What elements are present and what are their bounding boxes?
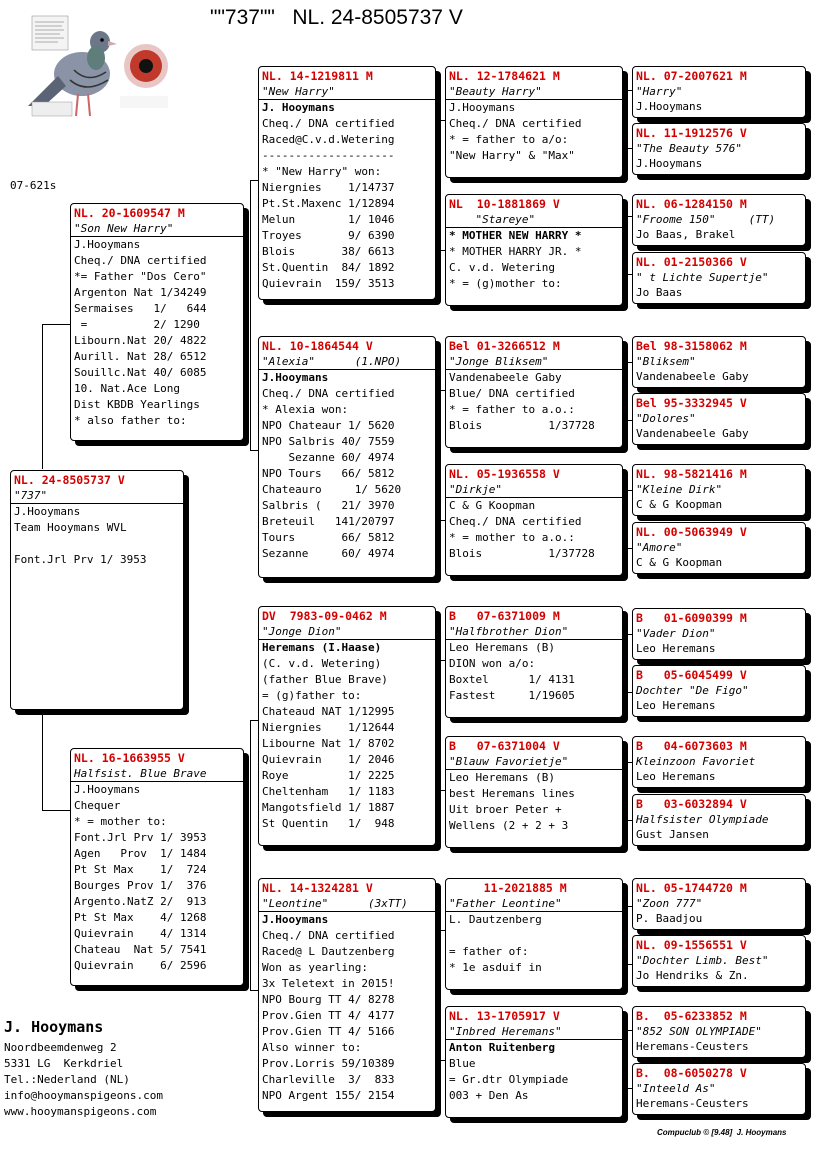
pigeon-name: "Dirkje": [446, 482, 622, 498]
pigeon-name: "Bliksem": [636, 355, 696, 368]
detail-line: Quievrain 159/ 3513: [262, 277, 395, 290]
ring-number: NL. 10-1864544 V: [262, 339, 373, 353]
detail-line: Chateauro 1/ 5620: [262, 483, 402, 496]
pigeon-name: "Leontine" (3xTT): [259, 896, 435, 912]
detail-line: Blue: [449, 1057, 476, 1070]
pedigree-box-gen4-8: [632, 522, 806, 574]
detail-line: Argenton Nat 1/34249: [74, 286, 207, 299]
detail-line: Boxtel 1/ 4131: [449, 673, 575, 686]
detail-line: * MOTHER HARRY JR. *: [449, 245, 582, 258]
detail-line: C & G Koopman: [449, 499, 536, 512]
breeder-name: Leo Heremans: [636, 770, 716, 783]
pigeon-name: "Harry": [636, 85, 683, 98]
page-title: ""737"" NL. 24-8505737 V: [210, 6, 463, 29]
breeder-name: J.Hooymans: [636, 157, 703, 170]
detail-line: Sezanne 60/ 4974: [262, 547, 395, 560]
pigeon-name: "Dolores": [636, 412, 696, 425]
ring-number: NL. 01-2150366 V: [636, 255, 747, 269]
ring-number: B 03-6032894 V: [636, 797, 747, 811]
pedigree-box-gen4-12: [632, 794, 806, 846]
detail-line: Prov.Gien TT 4/ 5166: [262, 1025, 395, 1038]
detail-line: * 1e asduif in: [449, 961, 542, 974]
breeder-name: Leo Heremans: [636, 642, 716, 655]
ring-number: NL. 20-1609547 M: [74, 206, 185, 220]
ring-number: B 04-6073603 M: [636, 739, 747, 753]
pedigree-box-gen4-10: [632, 665, 806, 717]
detail-line: Chateau Nat 5/ 7541: [74, 943, 207, 956]
detail-line: 10. Nat.Ace Long: [74, 382, 180, 395]
pigeon-name: "New Harry": [259, 84, 435, 100]
ring-number: NL. 05-1936558 V: [449, 467, 560, 481]
ring-number: NL. 07-2007621 M: [636, 69, 747, 83]
detail-line: Libourn.Nat 20/ 4822: [74, 334, 207, 347]
ring-number: NL. 00-5063949 V: [636, 525, 747, 539]
pigeon-name: Dochter "De Figo": [636, 684, 749, 697]
ring-number: NL. 11-1912576 V: [636, 126, 747, 140]
detail-line: NPO Argent 155/ 2154: [262, 1089, 395, 1102]
detail-line: Souillc.Nat 40/ 6085: [74, 366, 207, 379]
detail-line: Chateaud NAT 1/12995: [262, 705, 395, 718]
detail-line: Won as yearling:: [262, 961, 368, 974]
detail-line: J.Hooymans: [14, 505, 81, 518]
pedigree-box-gen3-7: [445, 878, 623, 990]
pedigree-box-gen4-15: [632, 1006, 806, 1058]
detail-line: [446, 928, 622, 944]
pigeon-name: "Dochter Limb. Best": [636, 954, 769, 967]
ring-number: NL. 24-8505737 V: [14, 473, 125, 487]
detail-line: J.Hooymans: [74, 238, 141, 251]
detail-line: NPO Chateaur 1/ 5620: [262, 419, 395, 432]
pedigree-box-gen3-6: [445, 736, 623, 848]
ring-number: Bel 98-3158062 M: [636, 339, 747, 353]
detail-line: Pt St Max 1/ 724: [74, 863, 207, 876]
ring-number: DV 7983-09-0462 M: [262, 609, 387, 623]
detail-line: = father of:: [449, 945, 529, 958]
ring-number: B 01-6090399 M: [636, 611, 747, 625]
pedigree-box-sire-dam: [258, 336, 436, 578]
detail-line: J.Hooymans: [262, 913, 329, 926]
detail-line: Wellens (2 + 2 + 3: [449, 819, 569, 832]
pedigree-box-dam-dam: [258, 878, 436, 1112]
detail-line: Breteuil 141/20797: [262, 515, 395, 528]
detail-line: Dist KBDB Yearlings: [74, 398, 200, 411]
breeder-name: Heremans-Ceusters: [636, 1097, 749, 1110]
pedigree-box-dam-sire: [258, 606, 436, 846]
detail-line: J.Hooymans: [262, 371, 329, 384]
detail-line: * = mother to:: [74, 815, 167, 828]
detail-line: Tours 66/ 5812: [262, 531, 395, 544]
pedigree-box-gen3-8: [445, 1006, 623, 1118]
owner-address: Noordbeemdenweg 2: [4, 1041, 117, 1054]
breeder-name: Jo Baas, Brakel: [636, 228, 736, 241]
detail-line: C. v.d. Wetering: [449, 261, 555, 274]
detail-line: Cheltenham 1/ 1183: [262, 785, 395, 798]
detail-line: Blois 1/37728: [449, 419, 595, 432]
detail-line: --------------------: [262, 149, 395, 162]
pedigree-box-sire: [70, 203, 244, 441]
detail-line: 3x Teletext in 2015!: [262, 977, 395, 990]
detail-line: Leo Heremans (B): [449, 641, 555, 654]
detail-line: Roye 1/ 2225: [262, 769, 395, 782]
detail-line: Niergnies 1/14737: [262, 181, 395, 194]
ring-number: NL 10-1881869 V: [449, 197, 560, 211]
detail-line: Agen Prov 1/ 1484: [74, 847, 207, 860]
detail-line: Font.Jrl Prv 1/ 3953: [14, 553, 147, 566]
detail-line: Cheq./ DNA certified: [449, 117, 582, 130]
detail-line: Pt.St.Maxenc 1/12894: [262, 197, 395, 210]
pigeon-name: "Froome 150" (TT): [636, 213, 776, 226]
detail-line: Raced@ L Dautzenberg: [262, 945, 395, 958]
detail-line: Sezanne 60/ 4974: [262, 451, 395, 464]
ring-number: NL. 12-1784621 M: [449, 69, 560, 83]
owner-email[interactable]: info@hooymanspigeons.com: [4, 1089, 163, 1102]
pigeon-name: "Father Leontine": [446, 896, 622, 912]
pedigree-box-gen4-7: [632, 464, 806, 516]
ring-number: B. 05-6233852 M: [636, 1009, 747, 1023]
detail-line: Niergnies 1/12644: [262, 721, 395, 734]
detail-line: Bourges Prov 1/ 376: [74, 879, 207, 892]
detail-line: St Quentin 1/ 948: [262, 817, 395, 830]
breeder-name: Jo Hendriks & Zn.: [636, 969, 749, 982]
owner-website[interactable]: www.hooymanspigeons.com: [4, 1105, 157, 1118]
pigeon-name: "Zoon 777": [636, 897, 703, 910]
pigeon-name: "Jonge Bliksem": [446, 354, 622, 370]
detail-line: = (g)father to:: [262, 689, 362, 702]
owner-name: J. Hooymans: [4, 1018, 104, 1036]
detail-line: Vandenabeele Gaby: [449, 371, 562, 384]
detail-line: Melun 1/ 1046: [262, 213, 395, 226]
pedigree-box-gen4-13: [632, 878, 806, 930]
detail-line: *= Father "Dos Cero": [74, 270, 207, 283]
detail-line: (C. v.d. Wetering): [262, 657, 382, 670]
ring-number: Bel 95-3332945 V: [636, 396, 747, 410]
pedigree-box-gen4-5: [632, 336, 806, 388]
detail-line: best Heremans lines: [449, 787, 575, 800]
pedigree-box-gen4-4: [632, 252, 806, 304]
pedigree-box-gen4-11: [632, 736, 806, 788]
ring-number: B 05-6045499 V: [636, 668, 747, 682]
breeder-name: Gust Jansen: [636, 828, 709, 841]
pigeon-name: "Blauw Favorietje": [446, 754, 622, 770]
detail-line: "New Harry" & "Max": [449, 149, 575, 162]
breeder-name: C & G Koopman: [636, 556, 723, 569]
ring-number: NL. 05-1744720 M: [636, 881, 747, 895]
pigeon-name: "Beauty Harry": [446, 84, 622, 100]
detail-line: Mangotsfield 1/ 1887: [262, 801, 395, 814]
pedigree-box-gen4-2: [632, 123, 806, 175]
ring-number: NL. 16-1663955 V: [74, 751, 185, 765]
pigeon-name: "The Beauty 576": [636, 142, 742, 155]
detail-line: * = (g)mother to:: [449, 277, 562, 290]
pedigree-box-gen3-5: [445, 606, 623, 718]
detail-line: Argento.NatZ 2/ 913: [74, 895, 207, 908]
detail-line: * = father to a/o:: [449, 133, 569, 146]
detail-line: Sermaises 1/ 644: [74, 302, 207, 315]
ring-number: NL. 98-5821416 M: [636, 467, 747, 481]
detail-line: DION won a/o:: [449, 657, 536, 670]
detail-line: Chequer: [74, 799, 121, 812]
breeder-name: Jo Baas: [636, 286, 683, 299]
breeder-name: Vandenabeele Gaby: [636, 427, 749, 440]
ring-number: B 07-6371004 V: [449, 739, 560, 753]
detail-line: Leo Heremans (B): [449, 771, 555, 784]
breeder-name: Leo Heremans: [636, 699, 716, 712]
detail-line: Quievrain 6/ 2596: [74, 959, 207, 972]
pigeon-name: "Halfbrother Dion": [446, 624, 622, 640]
pedigree-box-gen4-14: [632, 935, 806, 987]
detail-line: = Gr.dtr Olympiade: [449, 1073, 569, 1086]
pedigree-box-gen4-1: [632, 66, 806, 118]
pedigree-box-sire-sire: [258, 66, 436, 300]
side-code: 07-621s: [10, 179, 57, 192]
detail-line: Cheq./ DNA certified: [262, 387, 395, 400]
pigeon-name: "Amore": [636, 541, 683, 554]
detail-line: L. Dautzenberg: [449, 913, 542, 926]
detail-line: Anton Ruitenberg: [449, 1041, 555, 1054]
pedigree-box-gen3-2: [445, 194, 623, 306]
pigeon-name: "Alexia" (1.NPO): [259, 354, 435, 370]
pedigree-box-gen4-9: [632, 608, 806, 660]
ring-number: NL. 14-1219811 M: [262, 69, 373, 83]
detail-line: Blois 38/ 6613: [262, 245, 395, 258]
ring-number: NL. 06-1284150 M: [636, 197, 747, 211]
pedigree-box-subject: [10, 470, 184, 710]
pigeon-name: "Stareye": [446, 212, 622, 228]
detail-line: Team Hooymans WVL: [14, 521, 127, 534]
detail-line: Aurill. Nat 28/ 6512: [74, 350, 207, 363]
pedigree-box-gen3-1: [445, 66, 623, 178]
ring-number: B 07-6371009 M: [449, 609, 560, 623]
detail-line: Troyes 9/ 6390: [262, 229, 395, 242]
pedigree-box-gen3-4: [445, 464, 623, 576]
pigeon-name: "737": [11, 488, 183, 504]
detail-line: Charleville 3/ 833: [262, 1073, 395, 1086]
pedigree-box-gen4-3: [632, 194, 806, 246]
pedigree-box-gen4-16: [632, 1063, 806, 1115]
detail-line: * Alexia won:: [262, 403, 349, 416]
pedigree-box-gen4-6: [632, 393, 806, 445]
detail-line: [11, 536, 183, 552]
owner-postal: 5331 LG Kerkdriel: [4, 1057, 124, 1070]
pigeon-name: "Inteeld As": [636, 1082, 716, 1095]
detail-line: Cheq./ DNA certified: [262, 929, 395, 942]
detail-line: NPO Salbris 40/ 7559: [262, 435, 395, 448]
detail-line: St.Quentin 84/ 1892: [262, 261, 395, 274]
breeder-name: Vandenabeele Gaby: [636, 370, 749, 383]
detail-line: Raced@C.v.d.Wetering: [262, 133, 395, 146]
detail-line: * also father to:: [74, 414, 187, 427]
detail-line: J.Hooymans: [449, 101, 516, 114]
detail-line: Font.Jrl Prv 1/ 3953: [74, 831, 207, 844]
detail-line: Quievrain 1/ 2046: [262, 753, 395, 766]
pedigree-box-dam: [70, 748, 244, 986]
detail-line: * "New Harry" won:: [262, 165, 382, 178]
pedigree-box-gen3-3: [445, 336, 623, 448]
ring-number: B. 08-6050278 V: [636, 1066, 747, 1080]
ring-number: NL. 09-1556551 V: [636, 938, 747, 952]
pigeon-name: "852 SON OLYMPIADE": [636, 1025, 762, 1038]
detail-line: J. Hooymans: [262, 101, 335, 114]
detail-line: J.Hooymans: [74, 783, 141, 796]
pigeon-name: "Inbred Heremans": [446, 1024, 622, 1040]
pigeon-name: Halfsister Olympiade: [636, 813, 769, 826]
footer-credit: Compuclub © [9.48] J. Hooymans: [657, 1128, 787, 1137]
detail-line: = 2/ 1290: [74, 318, 200, 331]
breeder-name: P. Baadjou: [636, 912, 703, 925]
pigeon-name: "Vader Dion": [636, 627, 716, 640]
detail-line: Blue/ DNA certified: [449, 387, 575, 400]
ring-number: 11-2021885 M: [449, 881, 567, 895]
ring-number: NL. 14-1324281 V: [262, 881, 373, 895]
detail-line: Uit broer Peter +: [449, 803, 562, 816]
pigeon-name: "Son New Harry": [71, 221, 243, 237]
detail-line: Heremans (I.Haase): [262, 641, 382, 654]
detail-line: NPO Bourg TT 4/ 8278: [262, 993, 395, 1006]
detail-line: Pt St Max 4/ 1268: [74, 911, 207, 924]
detail-line: Fastest 1/19605: [449, 689, 575, 702]
pigeon-with-eye-icon: [22, 14, 172, 124]
ring-number: Bel 01-3266512 M: [449, 339, 560, 353]
detail-line: Cheq./ DNA certified: [262, 117, 395, 130]
detail-line: 003 + Den As: [449, 1089, 529, 1102]
detail-line: Also winner to:: [262, 1041, 362, 1054]
detail-line: Blois 1/37728: [449, 547, 595, 560]
detail-line: * = father to a.o.:: [449, 403, 575, 416]
detail-line: Prov.Gien TT 4/ 4177: [262, 1009, 395, 1022]
detail-line: Salbris ( 21/ 3970: [262, 499, 395, 512]
pigeon-name: "Jonge Dion": [259, 624, 435, 640]
breeder-name: J.Hooymans: [636, 100, 703, 113]
breeder-name: Heremans-Ceusters: [636, 1040, 749, 1053]
detail-line: Libourne Nat 1/ 8702: [262, 737, 395, 750]
detail-line: * MOTHER NEW HARRY *: [449, 229, 582, 242]
owner-contact: [4, 1018, 163, 1120]
pigeon-name: Kleinzoon Favoriet: [636, 755, 756, 768]
detail-line: * = mother to a.o.:: [449, 531, 575, 544]
pigeon-name: " t Lichte Supertje": [636, 271, 769, 284]
detail-line: Quievrain 4/ 1314: [74, 927, 207, 940]
breeder-name: C & G Koopman: [636, 498, 723, 511]
pigeon-name: "Kleine Dirk": [636, 483, 723, 496]
detail-line: (father Blue Brave): [262, 673, 388, 686]
pigeon-name: Halfsist. Blue Brave: [71, 766, 243, 782]
detail-line: Prov.Lorris 59/10389: [262, 1057, 395, 1070]
detail-line: NPO Tours 66/ 5812: [262, 467, 395, 480]
detail-line: Cheq./ DNA certified: [449, 515, 582, 528]
ring-number: NL. 13-1705917 V: [449, 1009, 560, 1023]
owner-phone: Tel.:Nederland (NL): [4, 1073, 130, 1086]
detail-line: Cheq./ DNA certified: [74, 254, 207, 267]
